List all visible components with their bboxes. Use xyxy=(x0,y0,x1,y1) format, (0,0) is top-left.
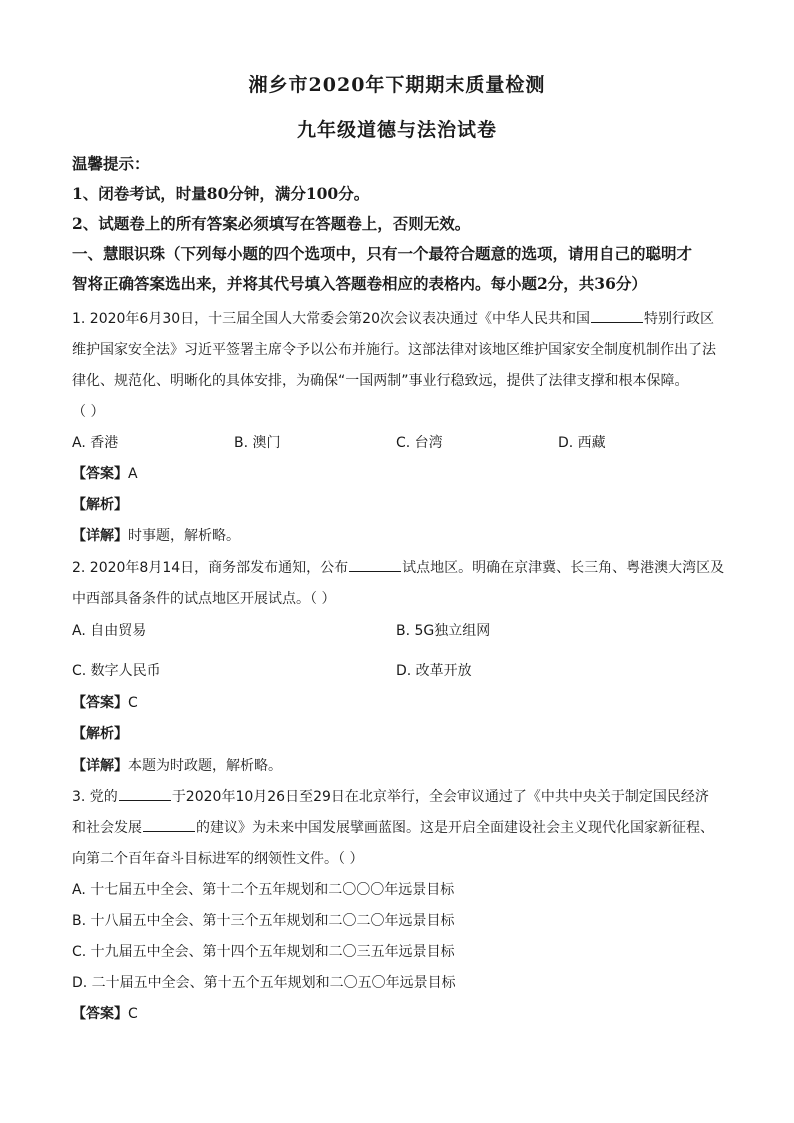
notice-label: 温馨提示： xyxy=(72,154,150,173)
exam-subtitle: 九年级道德与法治试卷 xyxy=(296,119,497,141)
question-3-answer xyxy=(72,1003,138,1023)
answer-label: 【答案】 xyxy=(72,1006,128,1022)
question-1-blank xyxy=(591,308,643,323)
answer-value: C xyxy=(128,1006,138,1022)
question-2-detail xyxy=(72,755,282,775)
question-3-text-d: 的建议》为未来中国发展擘画蓝图。这是开启全面建设社会主义现代化国家新征程、 xyxy=(196,820,714,836)
question-3-blank-1 xyxy=(119,786,171,801)
section-instruction-line-1: 一、慧眼识珠（下列每小题的四个选项中，只有一个最符合题意的选项，请用自己的聪明才 xyxy=(72,244,693,263)
question-2-answer xyxy=(72,692,138,712)
question-1-answer xyxy=(72,463,138,483)
question-2-text-b: 试点地区。明确在京津冀、长三角、粤港澳大湾区及 xyxy=(402,560,725,576)
exam-title: 湘乡市2020年下期期末质量检测 xyxy=(248,74,546,96)
question-3-blank-2 xyxy=(143,817,195,832)
detail-label: 【详解】 xyxy=(72,758,128,774)
question-1-analysis xyxy=(72,494,128,514)
question-3-text-b: 于2020年10月26日至29日在北京举行，全会审议通过了《中共中央关于制定国民经济 xyxy=(171,789,709,805)
question-1-line-3: 律化、规范化、明晰化的具体安排，为确保“一国两制”事业行稳致远，提供了法律支撑和根本保障。 xyxy=(72,373,689,389)
question-1-bracket: （ ） xyxy=(72,404,105,420)
answer-value: A xyxy=(128,466,138,482)
question-1-text-b: 特别行政区 xyxy=(643,311,714,327)
question-3-option-a: A. 十七届五中全会、第十二个五年规划和二〇〇〇年远景目标 xyxy=(72,882,455,898)
answer-label: 【答案】 xyxy=(72,695,128,711)
question-2-option-c: C. 数字人民币 xyxy=(72,663,161,679)
question-2-option-a: A. 自由贸易 xyxy=(72,623,147,639)
question-1-option-d: D. 西藏 xyxy=(558,435,606,451)
section-instruction-line-2: 智将正确答案选出来，并将其代号填入答题卷相应的表格内。每小题2分，共36分） xyxy=(72,274,647,293)
question-1-option-c: C. 台湾 xyxy=(396,435,443,451)
question-3-line-1 xyxy=(72,786,709,806)
analysis-label: 【解析】 xyxy=(72,726,128,742)
answer-label: 【答案】 xyxy=(72,466,128,482)
question-2-analysis xyxy=(72,723,128,743)
question-3-text-c: 和社会发展 xyxy=(72,820,142,836)
detail-label: 【详解】 xyxy=(72,528,128,544)
detail-text: 时事题，解析略。 xyxy=(128,528,240,544)
question-3-line-3: 向第二个百年奋斗目标进军的纲领性文件。（ ） xyxy=(72,851,364,867)
question-2-text-a: 2. 2020年8月14日，商务部发布通知，公布 xyxy=(72,560,349,576)
question-1-detail xyxy=(72,525,240,545)
question-3-text-a: 3. 党的 xyxy=(72,789,118,805)
question-1-line-2: 维护国家安全法》习近平签署主席令予以公布并施行。这部法律对该地区维护国家安全制度机制作出了法 xyxy=(72,342,716,358)
question-2-option-b: B. 5G独立组网 xyxy=(396,623,491,639)
notice-item-2: 2、试题卷上的所有答案必须填写在答题卷上，否则无效。 xyxy=(72,214,471,233)
question-2-blank xyxy=(349,557,401,572)
question-1-option-a: A. 香港 xyxy=(72,435,119,451)
question-3-line-2 xyxy=(72,817,714,837)
question-3-option-b: B. 十八届五中全会、第十三个五年规划和二〇二〇年远景目标 xyxy=(72,913,455,929)
question-2-option-d: D. 改革开放 xyxy=(396,663,472,679)
analysis-label: 【解析】 xyxy=(72,497,128,513)
detail-text: 本题为时政题，解析略。 xyxy=(128,758,282,774)
notice-item-1: 1、闭卷考试，时量80分钟，满分100分。 xyxy=(72,184,370,203)
question-1-text-a: 1. 2020年6月30日，十三届全国人大常委会第20次会议表决通过《中华人民共和国 xyxy=(72,311,590,327)
question-3-option-c: C. 十九届五中全会、第十四个五年规划和二〇三五年远景目标 xyxy=(72,944,455,960)
question-2-line-2: 中西部具备条件的试点地区开展试点。（ ） xyxy=(72,591,336,607)
question-3-option-d: D. 二十届五中全会、第十五个五年规划和二〇五〇年远景目标 xyxy=(72,975,456,991)
answer-value: C xyxy=(128,695,138,711)
question-1-line-1 xyxy=(72,308,714,328)
question-1-option-b: B. 澳门 xyxy=(234,435,281,451)
question-2-line-1 xyxy=(72,557,724,577)
